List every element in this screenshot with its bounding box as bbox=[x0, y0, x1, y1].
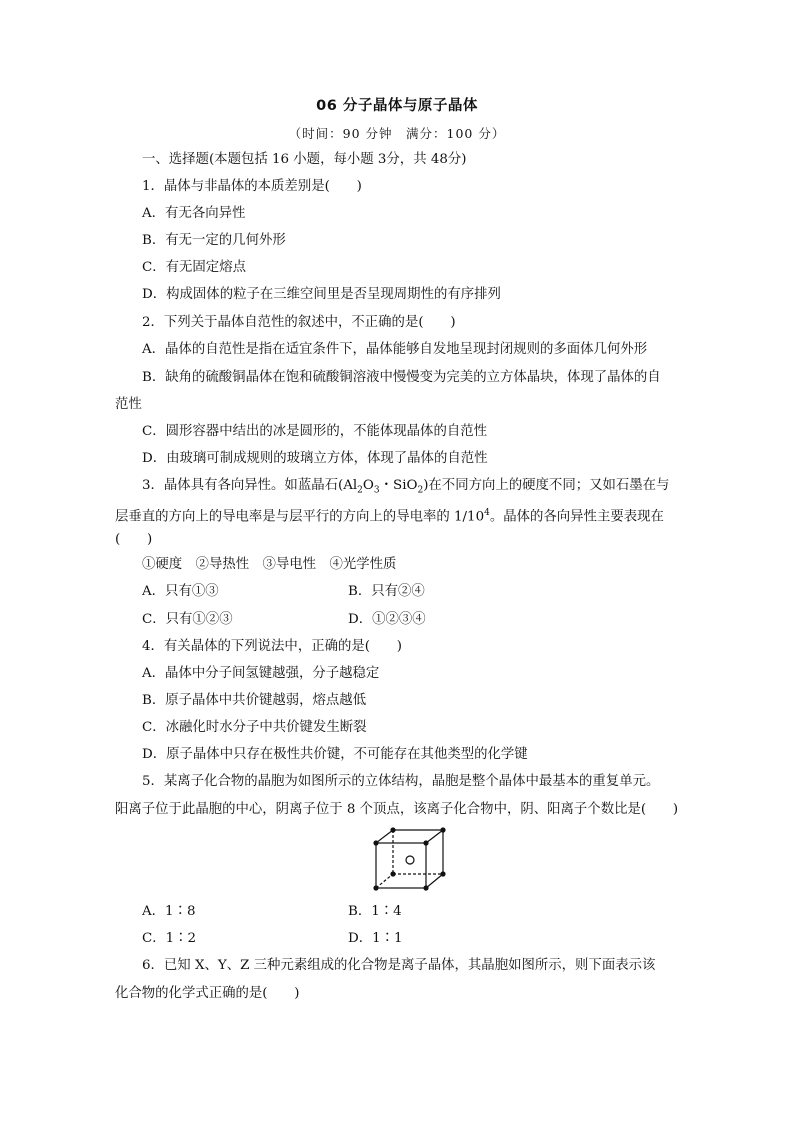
q4-option-c: C．冰融化时水分子中共价键发生断裂 bbox=[142, 720, 367, 735]
q2-option-b-cont: 范性 bbox=[115, 397, 142, 412]
page-subtitle: （时间：90 分钟 满分：100 分） bbox=[288, 126, 506, 141]
q4-option-b: B．原子晶体中共价键越弱，熔点越低 bbox=[142, 693, 367, 708]
q5-stem: 5．某离子化合物的晶胞为如图所示的立体结构，晶胞是整个晶体中最基本的重复单元。 bbox=[142, 774, 660, 789]
q3-stem: 3．晶体具有各向异性。如蓝晶石($Al_2O_3$・SiO$_2$)在不同方向上的硬度不同；又如石墨在与 bbox=[142, 478, 670, 496]
q3-option-b: B．只有②④ bbox=[348, 584, 425, 599]
q4-option-d: D．原子晶体中只存在极性共价键，不可能存在其他类型的化学键 bbox=[142, 747, 528, 762]
q5-option-d: D．1∶1 bbox=[348, 931, 403, 946]
anion-vertex bbox=[423, 885, 428, 890]
anion-vertex bbox=[440, 827, 445, 832]
section-heading: 一、选择题(本题包括 16 小题，每小题 3分，共 48分) bbox=[142, 152, 467, 167]
page-title: 06 分子晶体与原子晶体 bbox=[316, 98, 478, 114]
unit-cell-diagram bbox=[370, 826, 452, 894]
q3-option-a: A．只有①③ bbox=[142, 584, 219, 599]
q3-stem-line2: 层垂直的方向上的导电率是与层平行的方向上的导电率的 $1/10^4$。晶体的各向异性主要表现在 bbox=[115, 508, 664, 525]
q1-option-c: C．有无固定熔点 bbox=[142, 260, 246, 275]
q1-option-b: B．有无一定的几何外形 bbox=[142, 233, 286, 248]
q5-stem-line2: 阳离子位于此晶胞的中心，阴离子位于 8 个顶点，该离子化合物中，阴、阳离子个数比是( ) bbox=[115, 802, 679, 817]
q5-option-a: A．1∶8 bbox=[142, 904, 196, 919]
anion-vertex bbox=[390, 827, 395, 832]
anion-vertex bbox=[390, 871, 395, 876]
cation-center bbox=[406, 856, 414, 864]
q6-stem: 6．已知 X、Y、Z 三种元素组成的化合物是离子晶体，其晶胞如图所示，则下面表示该 bbox=[142, 958, 656, 973]
q2-option-b: B．缺角的硫酸铜晶体在饱和硫酸铜溶液中慢慢变为完美的立方体晶块，体现了晶体的自 bbox=[142, 370, 661, 385]
q1-option-a: A．有无各向异性 bbox=[142, 206, 246, 221]
q1-stem: 1．晶体与非晶体的本质差别是( ) bbox=[142, 179, 362, 194]
q2-stem: 2．下列关于晶体自范性的叙述中，不正确的是( ) bbox=[142, 315, 456, 330]
q6-stem-line2: 化合物的化学式正确的是( ) bbox=[115, 986, 300, 1001]
q1-option-d: D．构成固体的粒子在三维空间里是否呈现周期性的有序排列 bbox=[142, 287, 501, 302]
q3-items: ①硬度 ②导热性 ③导电性 ④光学性质 bbox=[142, 557, 397, 572]
q3-stem-line3: ( ) bbox=[115, 532, 153, 547]
anion-vertex bbox=[373, 885, 378, 890]
q3-option-c: C．只有①②③ bbox=[142, 612, 233, 627]
q4-option-a: A．晶体中分子间氢键越强，分子越稳定 bbox=[142, 666, 380, 681]
anion-vertex bbox=[373, 840, 378, 845]
q2-option-d: D．由玻璃可制成规则的玻璃立方体，体现了晶体的自范性 bbox=[142, 451, 488, 466]
q5-option-b: B．1∶4 bbox=[348, 904, 402, 919]
q5-option-c: C．1∶2 bbox=[142, 931, 197, 946]
anion-vertex bbox=[440, 871, 445, 876]
q2-option-c: C．圆形容器中结出的冰是圆形的，不能体现晶体的自范性 bbox=[142, 424, 488, 439]
anion-vertex bbox=[423, 840, 428, 845]
q4-stem: 4．有关晶体的下列说法中，正确的是( ) bbox=[142, 639, 402, 654]
q2-option-a: A．晶体的自范性是指在适宜条件下，晶体能够自发地呈现封闭规则的多面体几何外形 bbox=[142, 342, 648, 357]
q3-option-d: D．①②③④ bbox=[348, 612, 426, 627]
